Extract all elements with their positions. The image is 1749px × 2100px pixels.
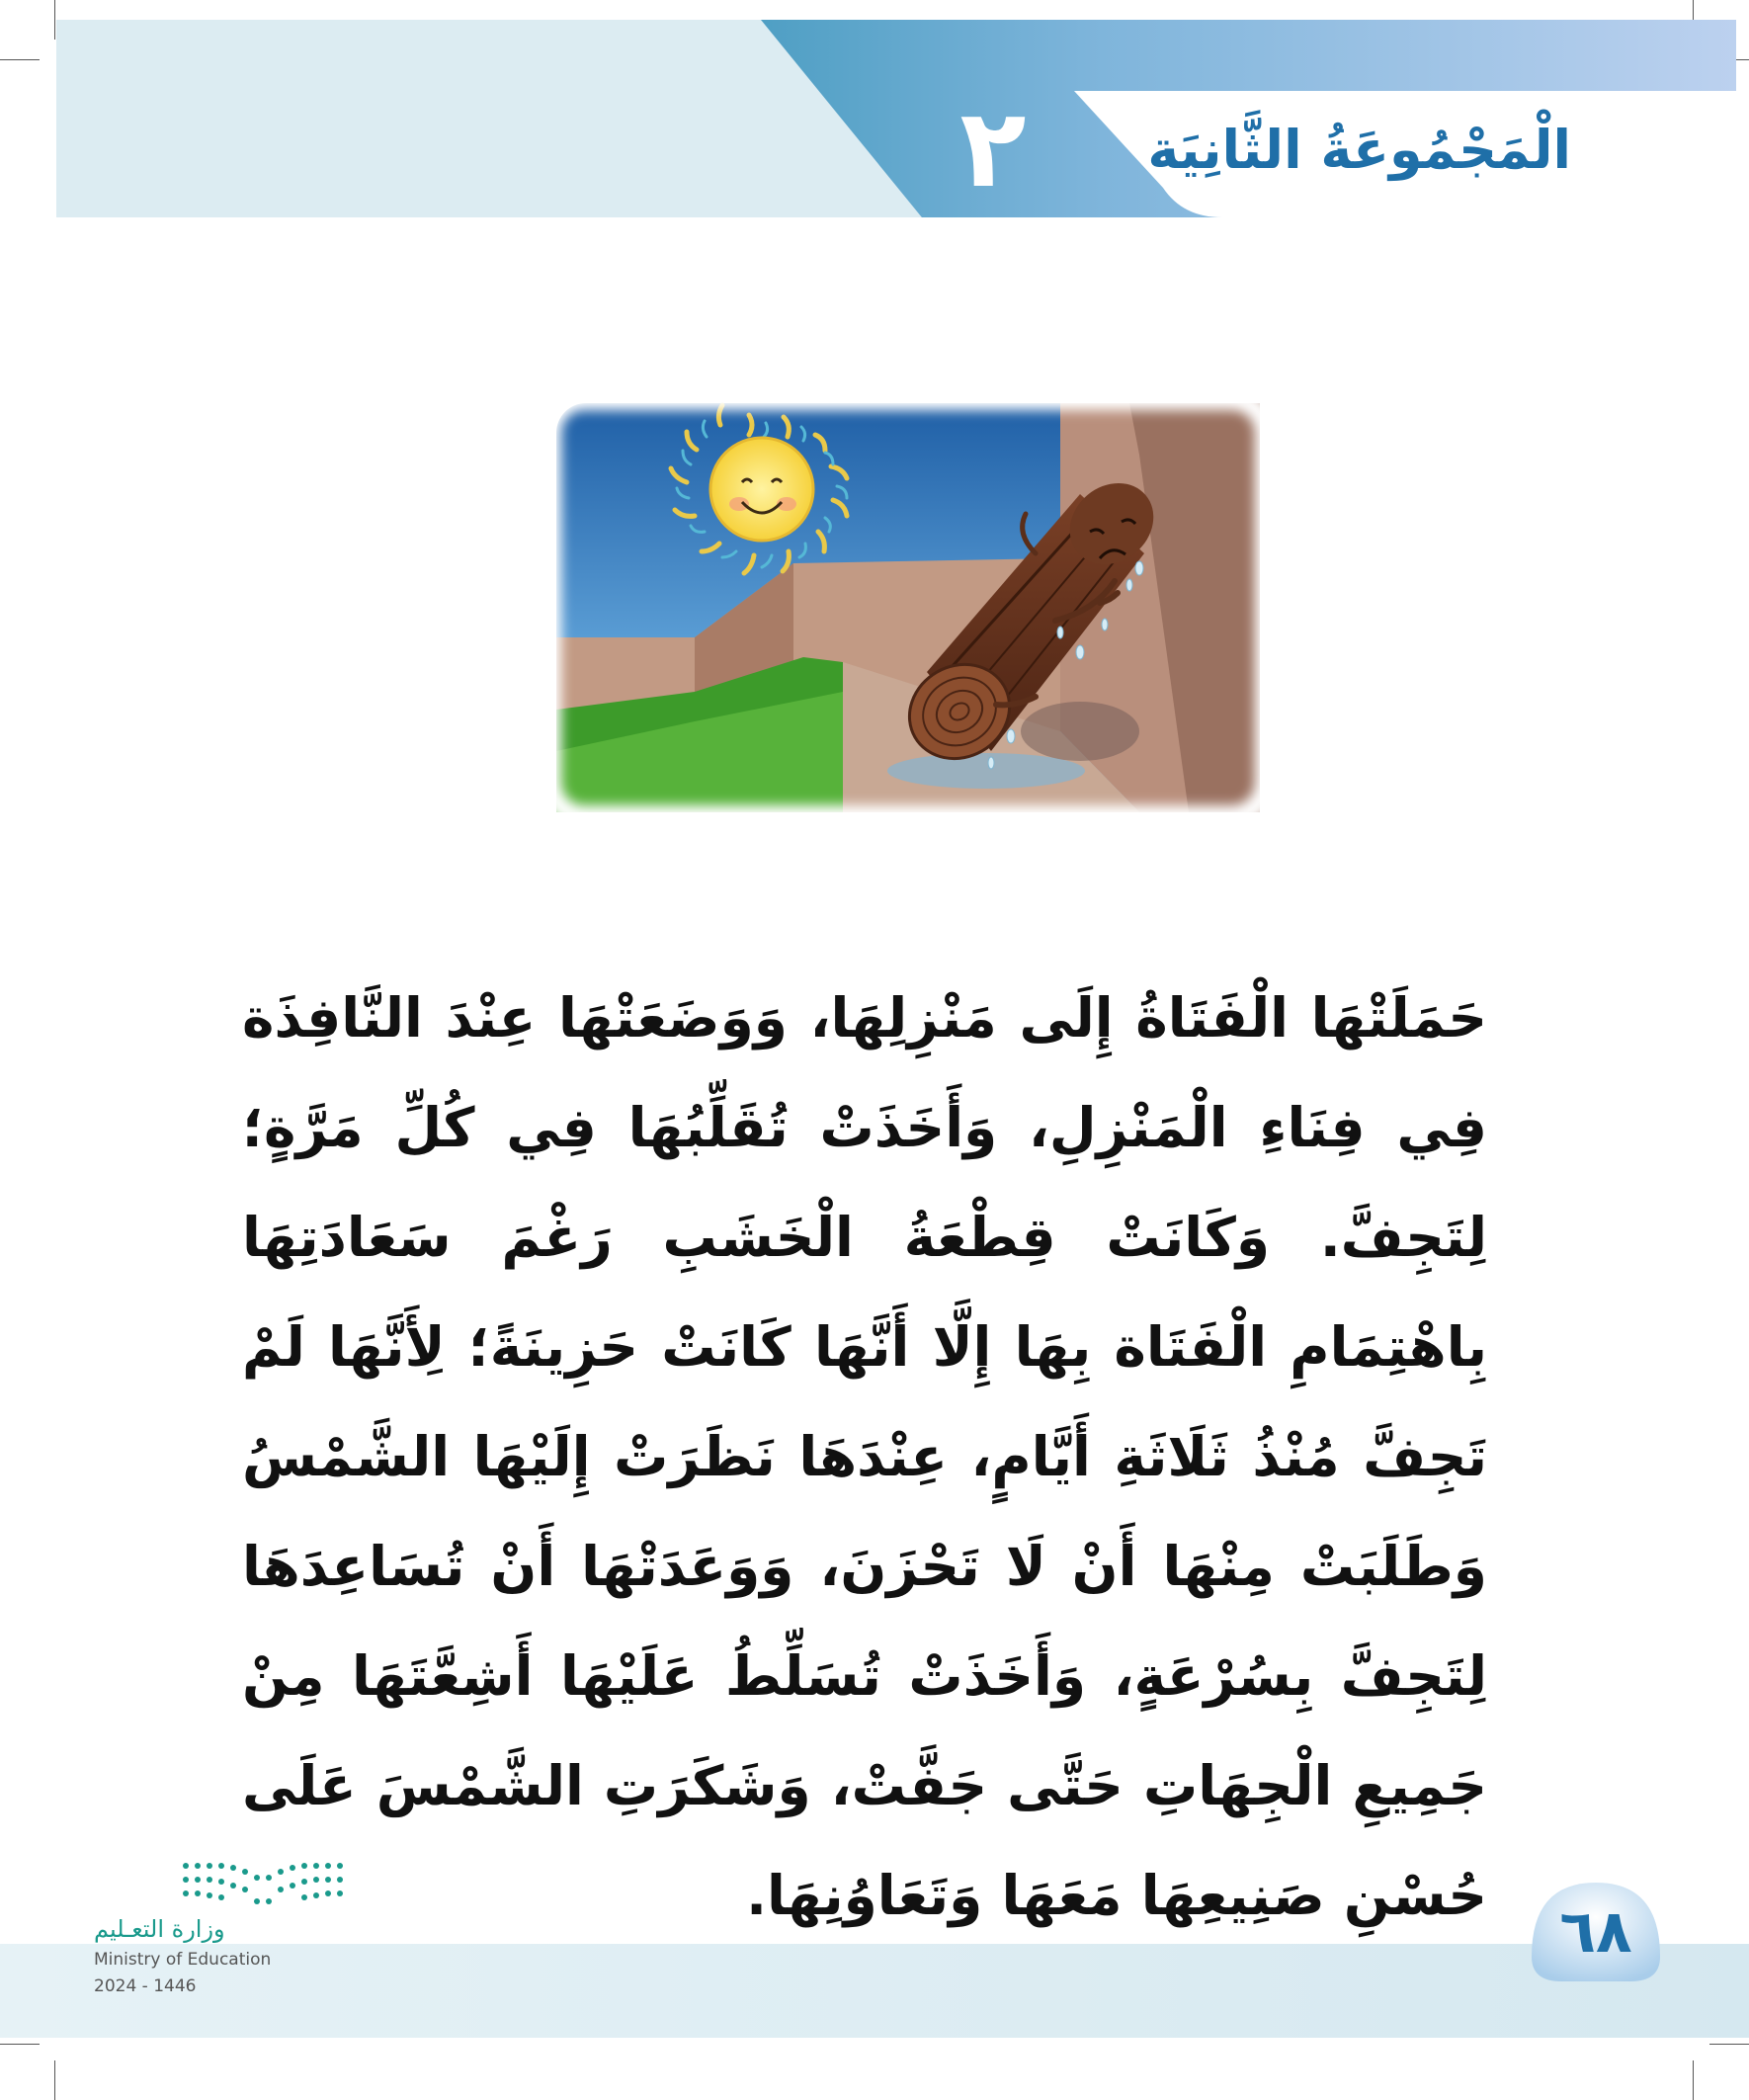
edition-year: 2024 - 1446 [94, 1976, 197, 1996]
group-number: ٢ [959, 85, 1027, 211]
story-illustration [546, 395, 1270, 820]
crop-mark [0, 59, 40, 60]
crop-mark [1693, 2060, 1694, 2100]
crop-mark [54, 2060, 55, 2100]
page-title: الْمَجْمُوعَةُ الثَّانِيَة [1147, 119, 1571, 181]
story-paragraph: حَمَلَتْهَا الْفَتَاةُ إِلَى مَنْزِلِهَا، وَوَضَعَتْهَا عِنْدَ النَّافِذَة فِي فِنَاءِ الْمَنْزِلِ، وَأَخَذَتْ تُقَلِّبُهَا فِي كُلِّ مَرَّةٍ؛ لِتَجِفَّ. وَكَانَتْ قِطْعَةُ الْخَشَبِ رَغْمَ سَعَادَتِهَا بِاهْتِمَامِ الْفَتَاة بِهَا إِلَّا أَنَّهَا كَانَتْ حَزِينَةً؛ لِأَنَّهَا لَمْ تَجِفَّ مُنْذُ ثَلَاثَةِ أَيَّامٍ، عِنْدَهَا نَظَرَتْ إِلَيْهَا الشَّمْسُ وَطَلَبَتْ مِنْهَا أَنْ لَا تَحْزَنَ، وَوَعَدَتْهَا أَنْ تُسَاعِدَهَا لِتَجِفَّ بِسُرْعَةٍ، وَأَخَذَتْ تُسَلِّطُ عَلَيْهَا أَشِعَّتَهَا مِنْ جَمِيعِ الْجِهَاتِ حَتَّى جَفَّتْ، وَشَكَرَتِ الشَّمْسَ عَلَى حُسْنِ صَنِيعِهَا مَعَهَا وَتَعَاوُنِهَا. [242, 986, 1487, 1927]
page-number: ٦٨ [1559, 1897, 1632, 1967]
crop-mark [54, 0, 55, 40]
ministry-name-arabic: وزارة التعـليم [94, 1915, 225, 1943]
ministry-logo-icon [178, 1858, 346, 1909]
ministry-logo-block [94, 1858, 351, 2016]
ministry-name-english: Ministry of Education [94, 1950, 272, 1970]
